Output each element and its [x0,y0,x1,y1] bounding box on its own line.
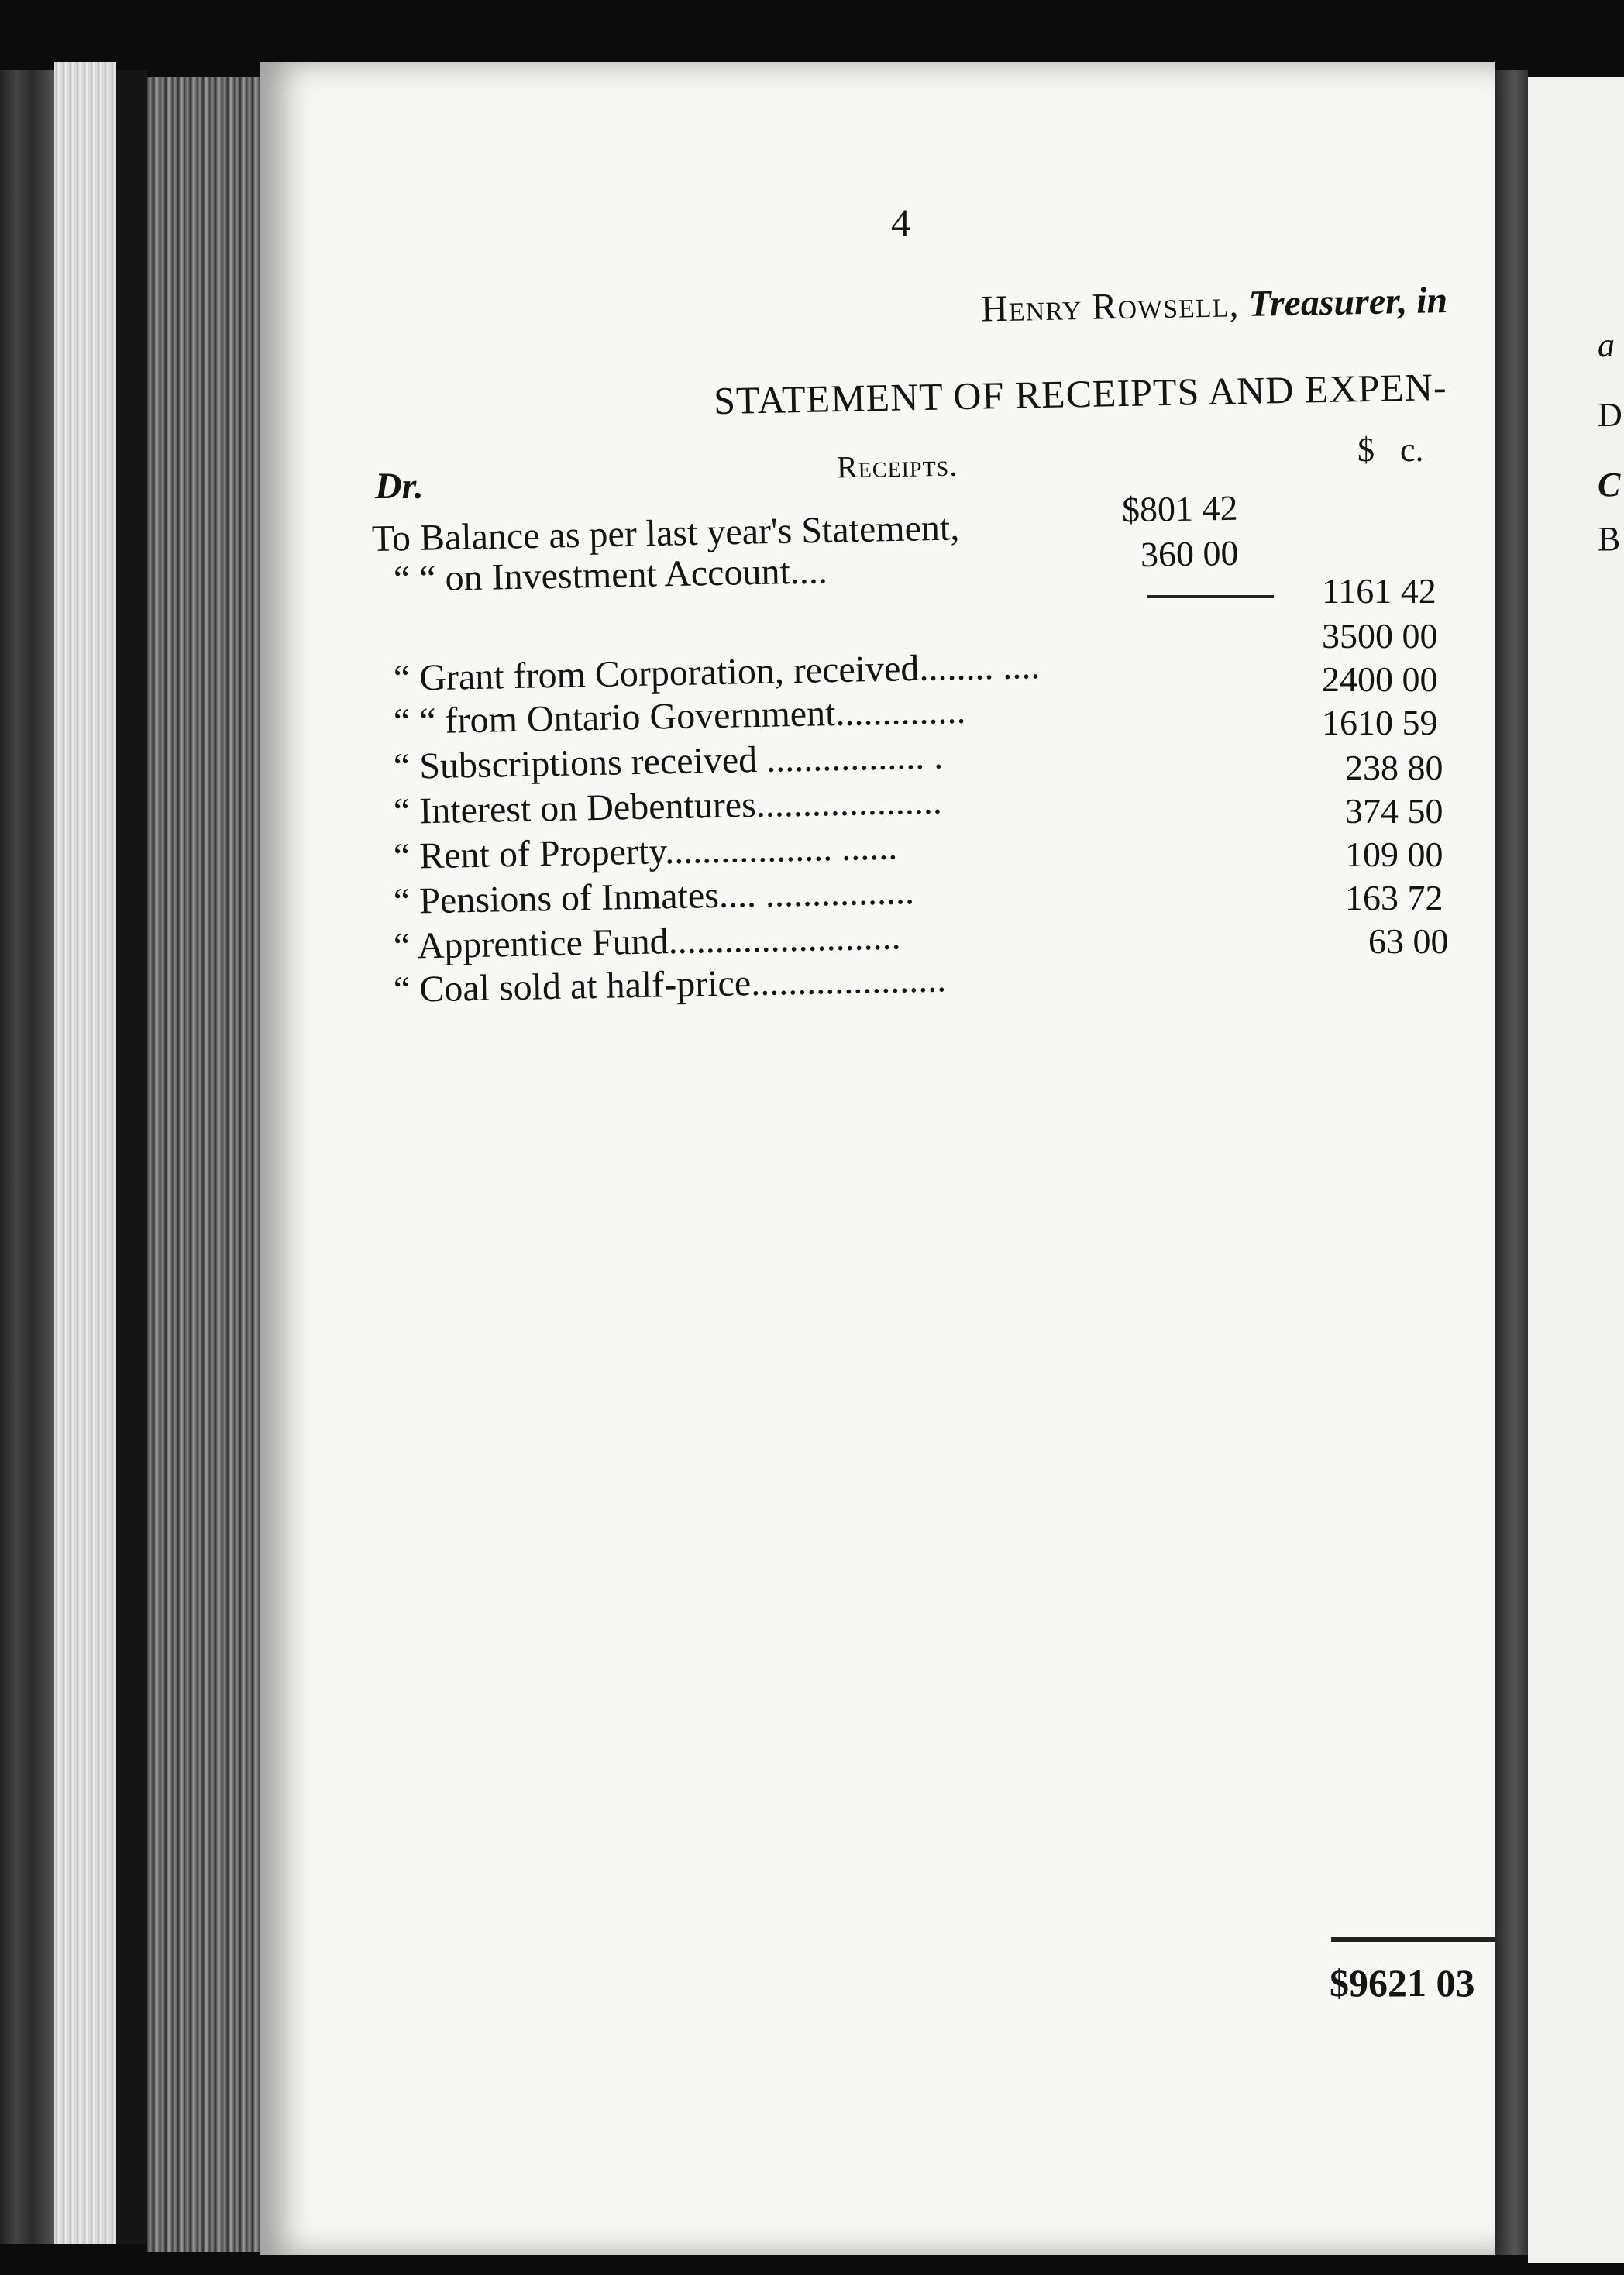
page-number: 4 [891,201,910,244]
treasurer-header [980,279,1447,331]
facing-page-letter: D [1598,396,1622,434]
ledger-row: “ Grant from Corporation, received........ .... [393,645,1041,699]
currency-header: $ c. [1357,431,1424,469]
ledger-row: “ “ from Ontario Government.............. [393,690,966,742]
ledger-amount: 63 00 [1368,921,1449,961]
ledger-row: To Balance as per last year's Statement, [371,507,960,559]
book-gutter-shadow [116,70,147,2244]
grand-total: $9621 03 [1330,1961,1475,2005]
book-spine-edge [0,70,54,2244]
ledger-amount: 3500 00 [1322,616,1438,656]
ledger-row: “ Apprentice Fund......................... [393,916,901,967]
ledger-sub-amount: 360 00 [1140,532,1239,575]
ledger-amount: 1610 59 [1322,703,1438,742]
dr-label: Dr. [375,466,424,507]
treasurer-role: Treasurer, in [1247,280,1448,325]
book-page-edges [54,62,116,2244]
facing-page-letter: C [1598,466,1621,504]
ledger-amount: 163 72 [1345,878,1443,917]
ledger-row: “ Interest on Debentures.................... [393,780,943,832]
facing-page-letter: a [1598,326,1615,364]
facing-page-gutter [1495,70,1528,2255]
ledger-amount: 109 00 [1345,835,1443,874]
section-heading: Receipts. [836,447,958,485]
ledger-amount: 374 50 [1345,791,1443,831]
ledger-sub-amount: $801 42 [1121,487,1238,530]
ledger-row: “ Pensions of Inmates.... ................ [393,871,915,922]
statement-title: STATEMENT OF RECEIPTS AND EXPEN- [714,365,1448,423]
ledger-row: “ Subscriptions received ................. . [393,735,944,787]
subtotal-rule [1147,595,1274,598]
ledger-row: “ “ on Investment Account.... [393,550,828,600]
ledger-amount: 2400 00 [1322,659,1438,699]
ledger-row: “ Rent of Property.................. ...... [393,826,898,877]
book-page-stack [147,77,263,2252]
total-rule [1331,1937,1495,1942]
facing-page-letter: B [1598,520,1621,558]
treasurer-name: Henry Rowsell, [980,284,1240,330]
ledger-amount: 1161 42 [1322,571,1436,611]
ledger-row: “ Coal sold at half-price..................... [393,959,947,1010]
ledger-amount: 238 80 [1345,748,1443,787]
